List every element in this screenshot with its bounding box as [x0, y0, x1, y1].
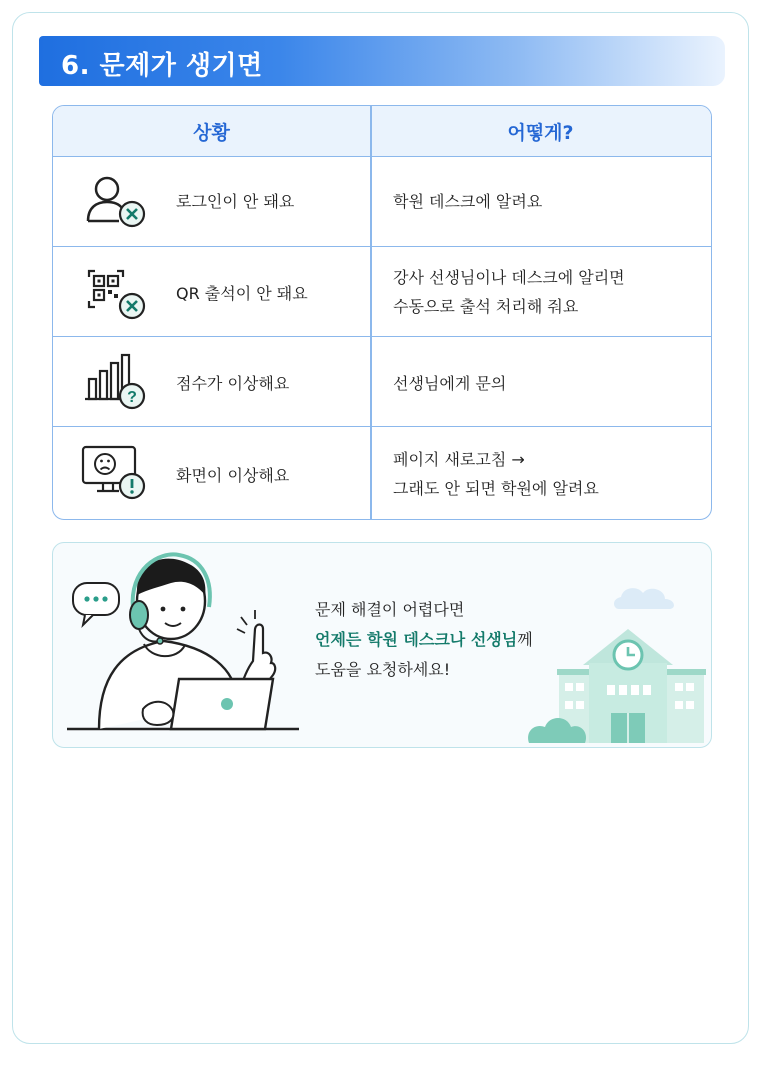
answer-line: 학원 데스크에 알려요 — [393, 192, 543, 211]
help-line-3: 도움을 요청하세요! — [315, 660, 451, 679]
student-headset-illustration — [59, 542, 309, 739]
help-highlight: 언제든 학원 데스크나 선생님 — [315, 630, 518, 649]
header-action: 어떻게? — [507, 122, 574, 144]
help-line-1: 문제 해결이 어렵다면 — [315, 600, 465, 619]
help-line-2-suffix: 께 — [517, 630, 533, 649]
situation-text: QR 출석이 안 돼요 — [176, 284, 308, 303]
answer-line: 그래도 안 되면 학원에 알려요 — [393, 479, 599, 498]
situation-text: 로그인이 안 돼요 — [176, 192, 295, 211]
bar-chart-question-icon — [81, 351, 151, 413]
help-card — [52, 542, 712, 748]
answer-text — [393, 263, 625, 321]
monitor-alert-icon — [81, 441, 151, 503]
section-title: 6. 문제가 생기면 — [61, 51, 263, 81]
svg-text:?: ? — [127, 389, 137, 406]
table-row — [53, 426, 711, 520]
user-x-icon — [81, 171, 151, 233]
header-situation: 상황 — [193, 122, 230, 144]
answer-text — [393, 445, 599, 503]
answer-text — [393, 187, 542, 216]
troubleshooting-table — [52, 105, 712, 520]
qr-code-x-icon — [81, 263, 151, 325]
school-building-illustration — [525, 563, 711, 747]
answer-line: 선생님에게 문의 — [393, 374, 507, 393]
table-row — [53, 246, 711, 337]
situation-text: 점수가 이상해요 — [176, 374, 290, 393]
answer-line: 수동으로 출석 처리해 줘요 — [393, 297, 579, 316]
answer-text — [393, 369, 506, 398]
table-row — [53, 336, 711, 427]
answer-line: 페이지 새로고침 → — [393, 450, 525, 469]
help-line-2 — [315, 625, 533, 655]
situation-text: 화면이 이상해요 — [176, 466, 290, 485]
table-row — [53, 156, 711, 247]
help-message — [315, 595, 533, 685]
table-header — [53, 106, 711, 157]
section-banner — [39, 36, 725, 86]
answer-line: 강사 선생님이나 데스크에 알리면 — [393, 268, 625, 287]
